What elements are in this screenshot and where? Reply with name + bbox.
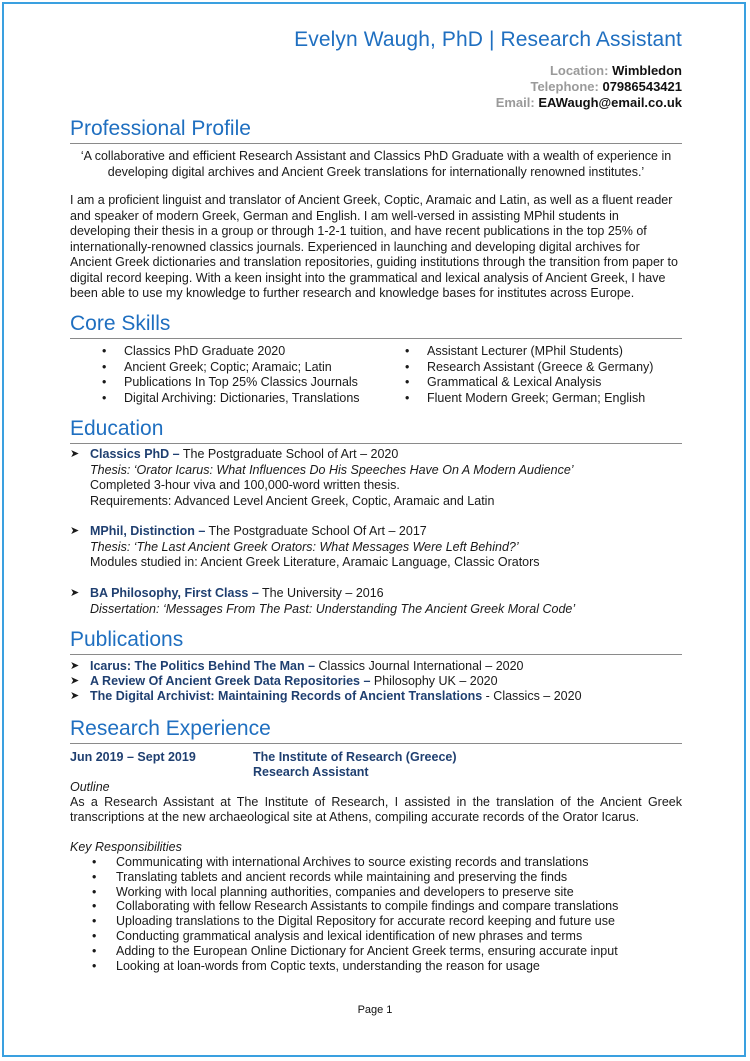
publication-source: - Classics – 2020: [482, 689, 582, 703]
arrow-bullet-icon: ➤: [70, 525, 80, 537]
education-entry-ba: [70, 586, 682, 617]
arrow-bullet-icon: ➤: [70, 448, 80, 460]
degree-thesis: Thesis: ‘The Last Ancient Greek Orators: What Messages Were Left Behind?’: [90, 539, 519, 554]
list-item: • Conducting grammatical analysis and lexical identification of new phrases and terms: [92, 929, 682, 944]
telephone-value: 07986543421: [602, 79, 682, 94]
section-title-profile: Professional Profile: [70, 116, 682, 144]
outline-label: Outline: [70, 780, 110, 794]
skill-item: • Fluent Modern Greek; German; English: [405, 391, 653, 407]
section-title-skills: Core Skills: [70, 311, 682, 339]
list-item: • Working with local planning authorities, companies and developers to preserve site: [92, 885, 682, 900]
location-label: Location:: [549, 63, 609, 78]
degree-title: BA Philosophy, First Class –: [90, 586, 259, 600]
list-item: • Translating tablets and ancient records while maintaining and preserving the finds: [92, 870, 682, 885]
degree-title: Classics PhD –: [90, 447, 180, 461]
publication-item: [70, 674, 682, 690]
degree-school: The Postgraduate School of Art – 2020: [179, 447, 399, 461]
section-title-publications: Publications: [70, 627, 682, 655]
responsibilities-label: Key Responsibilities: [70, 840, 182, 854]
list-item: • Adding to the European Online Dictionary for Ancient Greek terms, ensuring accurate input: [92, 944, 682, 959]
degree-school: The Postgraduate School Of Art – 2017: [205, 524, 427, 538]
section-title-education: Education: [70, 416, 682, 444]
email-label: Email:: [495, 95, 535, 110]
location-value: Wimbledon: [612, 63, 682, 78]
education-entry-mphil: [70, 524, 682, 571]
arrow-bullet-icon: ➤: [70, 660, 80, 672]
profile-quote: ‘A collaborative and efficient Research Assistant and Classics PhD Graduate with a wealth of experience in developing digital archives and Ancient Greek translations for internationally renowned institutes.’: [80, 149, 672, 179]
degree-school: The University – 2016: [258, 586, 384, 600]
degree-title: MPhil, Distinction –: [90, 524, 206, 538]
education-entry-phd: [70, 447, 682, 509]
degree-detail: Requirements: Advanced Level Ancient Greek, Coptic, Aramaic and Latin: [90, 493, 495, 508]
outline-text: As a Research Assistant at The Institute of Research, I assisted in the translation of the Ancient Greek transcriptions at the new archaeological site at Athens, compiling accurate records of the Orator Icarus.: [70, 795, 682, 824]
cv-name-title: Evelyn Waugh, PhD | Research Assistant: [294, 28, 682, 51]
list-item: • Looking at loan-words from Coptic texts, understanding the reason for usage: [92, 959, 682, 974]
job-role: Research Assistant: [253, 765, 369, 779]
degree-detail: Completed 3-hour viva and 100,000-word written thesis.: [90, 478, 400, 492]
list-item: • Uploading translations to the Digital Repository for accurate record keeping and future use: [92, 914, 682, 929]
degree-thesis: Dissertation: ‘Messages From The Past: Understanding The Ancient Greek Moral Code’: [90, 601, 576, 616]
section-title-experience: Research Experience: [70, 716, 682, 744]
publication-source: Classics Journal International – 2020: [315, 659, 524, 673]
arrow-bullet-icon: ➤: [70, 690, 80, 702]
degree-thesis: Thesis: ‘Orator Icarus: What Influences Do His Speeches Have On A Modern Audience’: [90, 462, 574, 477]
skill-item: • Ancient Greek; Coptic; Aramaic; Latin: [102, 360, 360, 376]
job-organisation: The Institute of Research (Greece): [253, 750, 457, 764]
skill-item: • Publications In Top 25% Classics Journals: [102, 375, 360, 391]
skill-item: • Grammatical & Lexical Analysis: [405, 375, 653, 391]
page-number: Page 1: [357, 1004, 393, 1016]
degree-detail: Modules studied in: Ancient Greek Literature, Aramaic Language, Classic Orators: [90, 555, 540, 569]
skills-list-left: [102, 344, 360, 406]
skill-item: • Classics PhD Graduate 2020: [102, 344, 360, 360]
contact-location: [550, 63, 682, 78]
skill-item: • Assistant Lecturer (MPhil Students): [405, 344, 653, 360]
list-item: • Communicating with international Archives to source existing records and translations: [92, 855, 682, 870]
list-item: • Collaborating with fellow Research Assistants to compile findings and compare translations: [92, 899, 682, 914]
job-dates: Jun 2019 – Sept 2019: [70, 750, 196, 764]
publication-source: Philosophy UK – 2020: [370, 674, 498, 688]
skills-list-right: [405, 344, 653, 406]
skill-item: • Digital Archiving: Dictionaries, Translations: [102, 391, 360, 407]
publication-item: [70, 659, 682, 675]
publication-item: [70, 689, 682, 705]
publication-title: Icarus: The Politics Behind The Man –: [90, 659, 316, 673]
profile-body: I am a proficient linguist and translator of Ancient Greek, Coptic, Aramaic and Latin, as well as a fluent reader and speaker of modern Greek, German and English. I am well-versed in assisting MPhil students in developing their thesis in a group or through 1-2-1 tuition, and have recent publications in the top 25% of internationally-renowned classics journals. Experienced in launching and developing digital archives for Ancient Greek dictionaries and translation repositories, guiding institutions through the transition from paper to digital record keeping. With a keen insight into the grammatical and lexical analysis of Ancient Greek, I have been able to use my knowledge to further research and knowledge bases for institutes across Europe.: [70, 193, 678, 300]
arrow-bullet-icon: ➤: [70, 675, 80, 687]
email-value: EAWaugh@email.co.uk: [538, 95, 682, 110]
skill-item: • Research Assistant (Greece & Germany): [405, 360, 653, 376]
contact-email: [496, 95, 682, 110]
publication-title: A Review Of Ancient Greek Data Repositories –: [90, 674, 371, 688]
telephone-label: Telephone:: [530, 79, 599, 94]
arrow-bullet-icon: ➤: [70, 587, 80, 599]
publication-title: The Digital Archivist: Maintaining Records of Ancient Translations: [90, 689, 483, 703]
responsibilities-list: [92, 855, 682, 973]
contact-telephone: [530, 79, 682, 94]
